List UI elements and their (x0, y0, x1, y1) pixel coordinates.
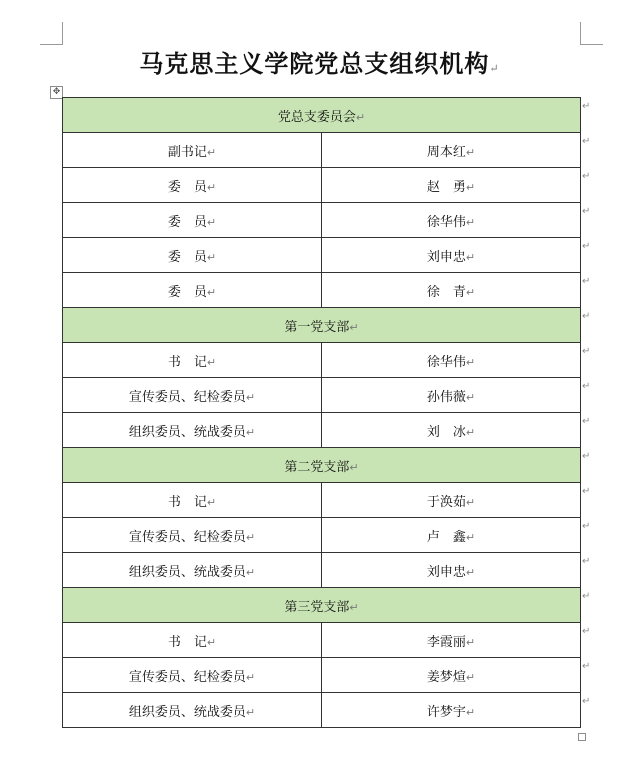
cell-text: 委 员 (167, 214, 207, 230)
table-row (63, 238, 581, 273)
row-end-mark: ↵ (582, 171, 591, 182)
cell-text: 委 员 (167, 284, 207, 300)
cell-end-mark: ↵ (349, 320, 359, 334)
cell-text: 刘申忠 (426, 249, 466, 265)
role-cell[interactable] (63, 483, 322, 518)
table-row (63, 133, 581, 168)
row-end-mark: ↵ (582, 521, 591, 532)
cell-end-mark: ↵ (465, 705, 476, 719)
person-cell[interactable] (322, 693, 581, 728)
cell-text: 宣传委员、纪检委员 (128, 669, 246, 685)
role-cell[interactable] (63, 413, 322, 448)
person-cell[interactable] (322, 203, 581, 238)
cell-end-mark: ↵ (349, 600, 359, 614)
role-cell[interactable] (63, 518, 322, 553)
person-cell[interactable] (322, 518, 581, 553)
cell-end-mark: ↵ (465, 635, 476, 649)
section-header-row (63, 308, 581, 343)
role-cell[interactable] (63, 168, 322, 203)
cell-text: 组织委员、统战委员 (128, 424, 246, 440)
table-resize-handle-icon[interactable] (578, 733, 586, 741)
cell-text: 组织委员、统战委员 (128, 704, 246, 720)
table-row (63, 343, 581, 378)
cell-end-mark: ↵ (245, 705, 256, 719)
cell-end-mark: ↵ (206, 285, 217, 299)
cell-text: 组织委员、统战委员 (128, 564, 246, 580)
table-row (63, 693, 581, 728)
cell-end-mark: ↵ (465, 495, 476, 509)
cell-end-mark: ↵ (465, 425, 476, 439)
role-cell[interactable] (63, 658, 322, 693)
paragraph-mark: ↵ (489, 62, 500, 75)
cell-text: 第一党支部 (284, 319, 350, 335)
row-end-mark: ↵ (582, 591, 591, 602)
cell-end-mark: ↵ (245, 425, 256, 439)
role-cell[interactable] (63, 553, 322, 588)
cell-text: 徐 青 (426, 284, 466, 300)
section-header-row (63, 588, 581, 623)
table-row (63, 413, 581, 448)
cell-end-mark: ↵ (465, 145, 476, 159)
cell-end-mark: ↵ (245, 670, 256, 684)
role-cell[interactable] (63, 133, 322, 168)
cell-end-mark: ↵ (465, 215, 476, 229)
cell-text: 宣传委员、纪检委员 (128, 529, 246, 545)
row-end-mark: ↵ (582, 451, 591, 462)
cell-text: 周本红 (426, 144, 466, 160)
table-row (63, 518, 581, 553)
table-row (63, 378, 581, 413)
cell-end-mark: ↵ (206, 495, 217, 509)
cell-end-mark: ↵ (465, 530, 476, 544)
person-cell[interactable] (322, 413, 581, 448)
cell-text: 刘申忠 (426, 564, 466, 580)
cell-text: 委 员 (167, 179, 207, 195)
title-text: 马克思主义学院党总支组织机构 (139, 49, 490, 78)
cell-text: 刘 冰 (426, 424, 466, 440)
role-cell[interactable] (63, 378, 322, 413)
row-end-mark: ↵ (582, 241, 591, 252)
cell-end-mark: ↵ (465, 670, 476, 684)
cell-end-mark: ↵ (465, 180, 476, 194)
table-row (63, 273, 581, 308)
cell-end-mark: ↵ (465, 355, 476, 369)
cell-end-mark: ↵ (206, 355, 217, 369)
person-cell[interactable] (322, 273, 581, 308)
cell-end-mark: ↵ (206, 215, 217, 229)
cell-text: 徐华伟 (426, 354, 466, 370)
section-title[interactable] (63, 588, 581, 623)
table-row (63, 483, 581, 518)
table-row (63, 553, 581, 588)
row-end-mark: ↵ (582, 381, 591, 392)
row-end-mark: ↵ (582, 556, 591, 567)
table-row (63, 658, 581, 693)
cell-end-mark: ↵ (206, 145, 217, 159)
person-cell[interactable] (322, 553, 581, 588)
row-end-mark: ↵ (582, 206, 591, 217)
row-end-mark: ↵ (582, 346, 591, 357)
table-row (63, 203, 581, 238)
section-header-row (63, 448, 581, 483)
org-structure-table (62, 97, 581, 728)
cell-text: 党总支委员会 (277, 109, 356, 125)
cell-end-mark: ↵ (206, 635, 217, 649)
cell-end-mark: ↵ (206, 250, 217, 264)
cell-text: 第三党支部 (284, 599, 350, 615)
cell-end-mark: ↵ (349, 460, 359, 474)
document-title (0, 44, 639, 79)
cell-text: 李霞丽 (426, 634, 466, 650)
person-cell[interactable] (322, 623, 581, 658)
person-cell[interactable] (322, 343, 581, 378)
cell-text: 副书记 (167, 144, 207, 160)
cell-end-mark: ↵ (245, 530, 256, 544)
row-end-mark: ↵ (582, 416, 591, 427)
cell-end-mark: ↵ (206, 180, 217, 194)
cell-text: 书 记 (167, 634, 207, 650)
cell-text: 孙伟薇 (426, 389, 466, 405)
cell-text: 许梦宇 (426, 704, 466, 720)
role-cell[interactable] (63, 203, 322, 238)
row-end-mark: ↵ (582, 626, 591, 637)
role-cell[interactable] (63, 623, 322, 658)
person-cell[interactable] (322, 168, 581, 203)
cell-text: 书 记 (167, 354, 207, 370)
cell-text: 徐华伟 (426, 214, 466, 230)
cell-text: 赵 勇 (426, 179, 466, 195)
table-row (63, 168, 581, 203)
cell-text: 书 记 (167, 494, 207, 510)
section-header-row (63, 98, 581, 133)
role-cell[interactable] (63, 238, 322, 273)
row-end-mark: ↵ (582, 486, 591, 497)
section-title[interactable] (63, 308, 581, 343)
section-title[interactable] (63, 448, 581, 483)
section-title[interactable] (63, 98, 581, 133)
person-cell[interactable] (322, 378, 581, 413)
person-cell[interactable] (322, 483, 581, 518)
table-move-handle-icon[interactable]: ✥ (50, 86, 63, 99)
row-end-mark: ↵ (582, 276, 591, 287)
role-cell[interactable] (63, 693, 322, 728)
row-end-mark: ↵ (582, 136, 591, 147)
cell-text: 姜梦煊 (426, 669, 466, 685)
cell-end-mark: ↵ (465, 565, 476, 579)
cell-end-mark: ↵ (465, 285, 476, 299)
cell-end-mark: ↵ (465, 250, 476, 264)
person-cell[interactable] (322, 133, 581, 168)
row-end-mark: ↵ (582, 101, 591, 112)
cell-end-mark: ↵ (465, 390, 476, 404)
cell-text: 宣传委员、纪检委员 (128, 389, 246, 405)
person-cell[interactable] (322, 658, 581, 693)
cell-text: 卢 鑫 (426, 529, 466, 545)
cell-text: 第二党支部 (284, 459, 350, 475)
crop-mark-top-right (580, 22, 603, 45)
cell-text: 于涣茹 (426, 494, 466, 510)
role-cell[interactable] (63, 343, 322, 378)
row-end-mark: ↵ (582, 661, 591, 672)
person-cell[interactable] (322, 238, 581, 273)
cell-text: 委 员 (167, 249, 207, 265)
row-end-mark: ↵ (582, 311, 591, 322)
cell-end-mark: ↵ (245, 390, 256, 404)
role-cell[interactable] (63, 273, 322, 308)
cell-end-mark: ↵ (245, 565, 256, 579)
row-end-mark: ↵ (582, 696, 591, 707)
crop-mark-top-left (40, 22, 63, 45)
cell-end-mark: ↵ (355, 110, 366, 124)
table-row (63, 623, 581, 658)
